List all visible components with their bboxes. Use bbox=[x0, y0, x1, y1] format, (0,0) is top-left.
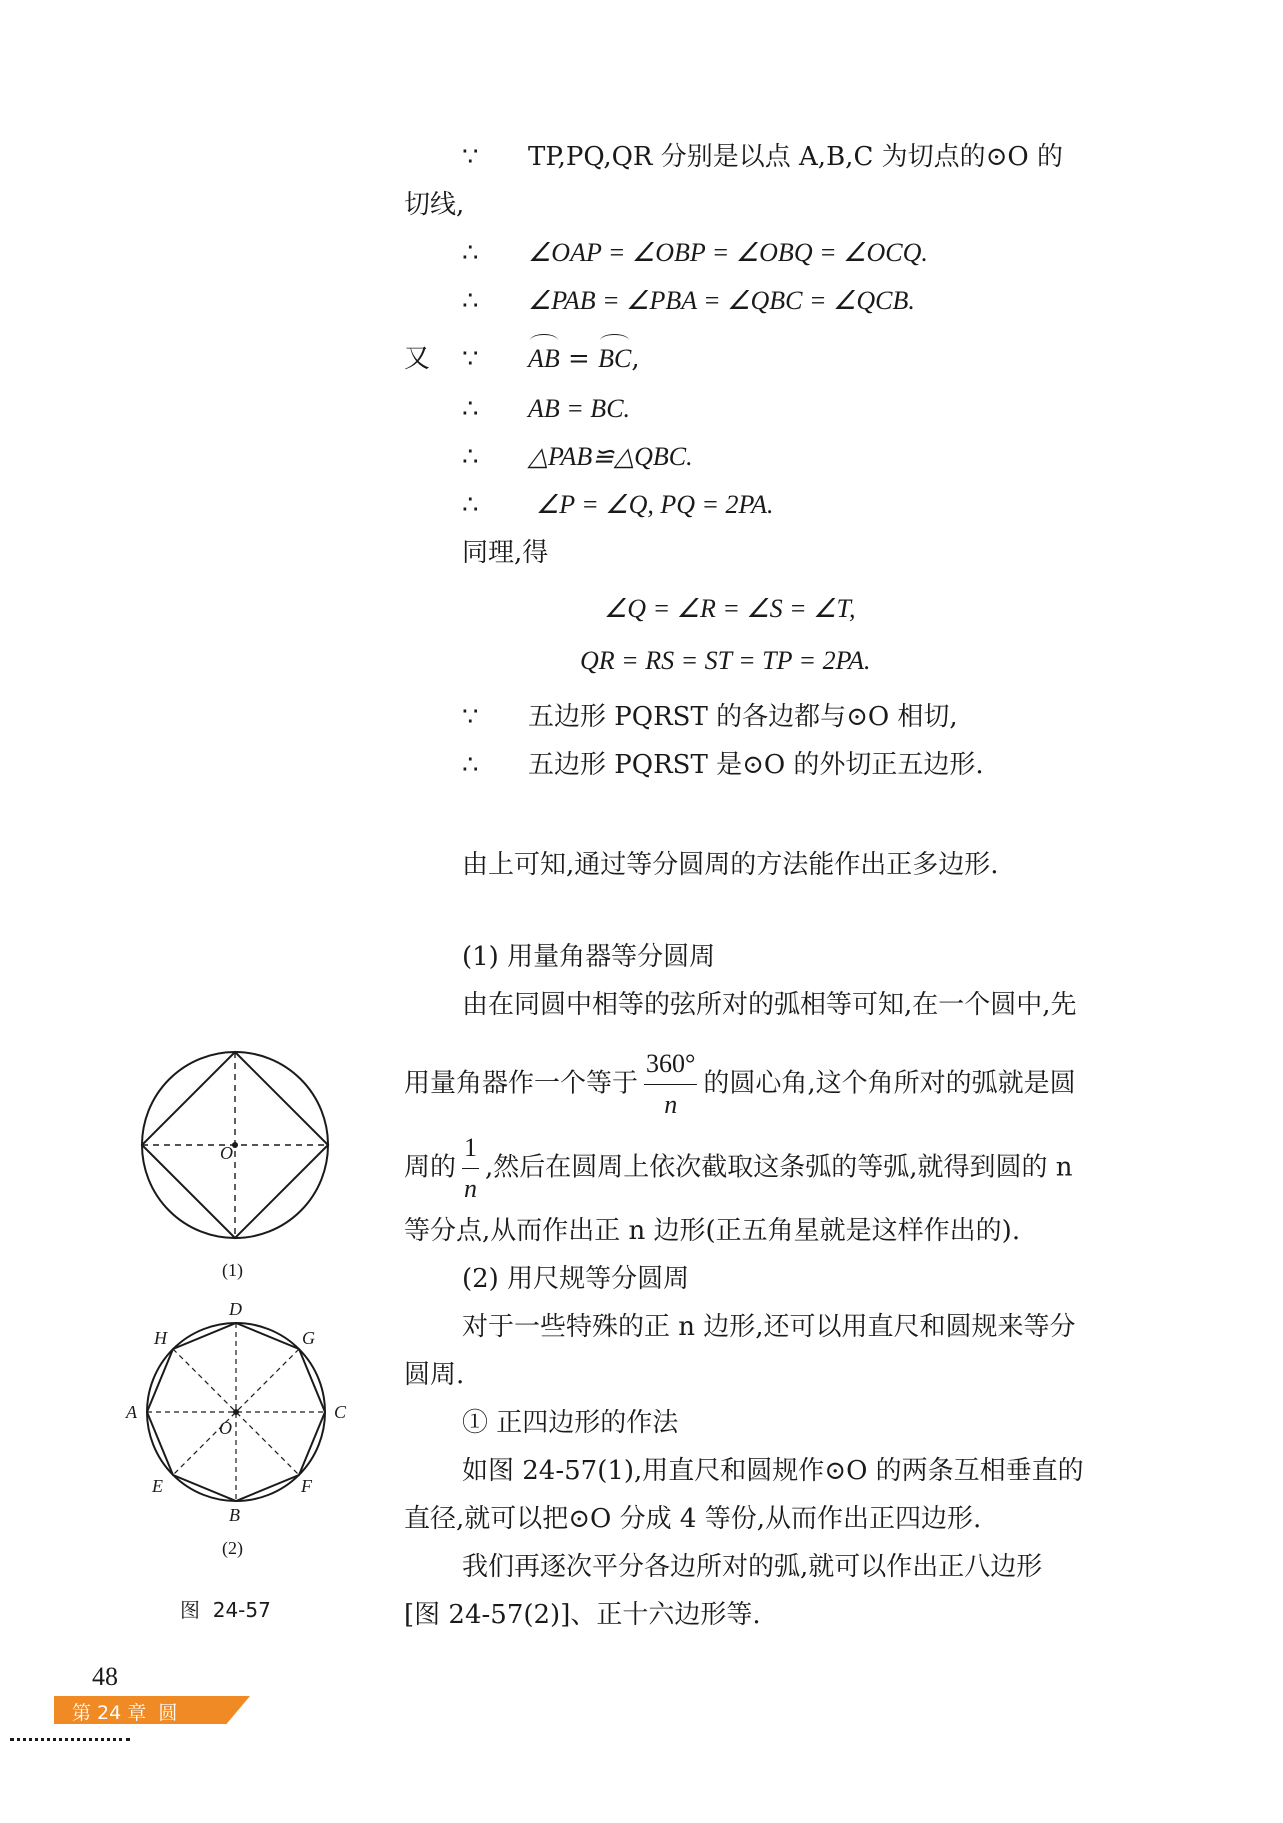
arc-ab: AB bbox=[528, 342, 560, 376]
section-1-para-line-1: 由在同圆中相等的弦所对的弧相等可知,在一个圆中,先 bbox=[462, 990, 1077, 1020]
subsection-1-para-line-3: 我们再逐次平分各边所对的弧,就可以作出正八边形 bbox=[462, 1552, 1043, 1582]
fig1-center-label: O bbox=[220, 1143, 233, 1163]
therefore-symbol: ∴ bbox=[462, 238, 479, 268]
subsection-1-para-line-2: 直径,就可以把⊙O 分成 4 等份,从而作出正四边形. bbox=[404, 1504, 982, 1534]
proof-line-6 bbox=[462, 440, 693, 474]
similarly-line: 同理,得 bbox=[462, 538, 549, 568]
therefore-symbol: ∴ bbox=[462, 490, 479, 520]
section-1-title: (1) 用量角器等分圆周 bbox=[462, 942, 716, 972]
point-label-c: C bbox=[334, 1402, 347, 1422]
proof-line-4 bbox=[404, 342, 640, 376]
subsection-1-para-line-1: 如图 24-57(1),用直尺和圆规作⊙O 的两条互相垂直的 bbox=[462, 1456, 1084, 1486]
section-2-title: (2) 用尺规等分圆周 bbox=[462, 1264, 690, 1294]
fraction-denominator: n bbox=[464, 1174, 478, 1203]
text-segment: 的圆心角,这个角所对的弧就是圆 bbox=[703, 1068, 1076, 1099]
chapter-tab bbox=[54, 1696, 250, 1724]
therefore-symbol: ∴ bbox=[462, 394, 479, 424]
since-symbol: ∵ bbox=[462, 344, 479, 374]
proof-text-7: ∠P = ∠Q, PQ = 2PA. bbox=[536, 490, 774, 519]
text-segment: ,然后在圆周上依次截取这条弧的等弧,就得到圆的 n bbox=[485, 1152, 1073, 1183]
section-1-para-line-4: 等分点,从而作出正 n 边形(正五角星就是这样作出的). bbox=[404, 1216, 1021, 1246]
fig1-caption: (1) bbox=[222, 1260, 243, 1280]
subsection-1-para-line-4: [图 24-57(2)]、正十六边形等. bbox=[404, 1600, 761, 1630]
section-1-para-line-3 bbox=[404, 1128, 1073, 1209]
summary-paragraph: 由上可知,通过等分圆周的方法能作出正多边形. bbox=[462, 850, 999, 880]
proof-line-5 bbox=[462, 392, 630, 426]
section-1-para-line-2 bbox=[404, 1044, 1076, 1125]
proof-line-1 bbox=[462, 140, 1063, 174]
therefore-symbol: ∴ bbox=[462, 286, 479, 316]
equation-1: ∠Q = ∠R = ∠S = ∠T, bbox=[604, 594, 856, 623]
fraction-numerator: 360° bbox=[644, 1044, 697, 1085]
point-label-f: F bbox=[301, 1476, 312, 1496]
chapter-label: 第 24 章 圆 bbox=[72, 1702, 178, 1724]
arc-bc: BC bbox=[598, 342, 631, 376]
point-label-e: E bbox=[152, 1476, 163, 1496]
therefore-symbol: ∴ bbox=[462, 750, 479, 780]
point-label-g: G bbox=[302, 1328, 315, 1348]
again-word: 又 bbox=[404, 344, 431, 374]
proof-text-6: △PAB≌△QBC. bbox=[528, 442, 693, 471]
equation-2: QR = RS = ST = TP = 2PA. bbox=[580, 646, 871, 675]
point-label-a: A bbox=[126, 1402, 137, 1422]
figure-1-square-in-circle bbox=[130, 1040, 340, 1250]
page-number: 48 bbox=[92, 1662, 118, 1691]
text-segment: 用量角器作一个等于 bbox=[404, 1068, 639, 1099]
text-segment: 周的 bbox=[404, 1152, 457, 1183]
fig2-caption: (2) bbox=[222, 1538, 243, 1558]
equals: = bbox=[559, 344, 599, 374]
fig2-center-label: O bbox=[219, 1418, 232, 1438]
fraction-denominator: n bbox=[664, 1090, 678, 1119]
fraction-1-over-n bbox=[462, 1128, 479, 1209]
proof-line-1-cont: 切线, bbox=[404, 190, 465, 220]
proof-text-9: 五边形 PQRST 是⊙O 的外切正五边形. bbox=[528, 750, 984, 780]
point-label-b: B bbox=[229, 1505, 240, 1525]
subsection-1-title: ① 正四边形的作法 bbox=[462, 1408, 679, 1438]
proof-line-3 bbox=[462, 284, 915, 318]
point-label-h: H bbox=[154, 1328, 167, 1348]
proof-line-9 bbox=[462, 748, 984, 782]
proof-line-7 bbox=[462, 488, 773, 522]
since-symbol: ∵ bbox=[462, 702, 479, 732]
fraction-numerator: 1 bbox=[462, 1128, 479, 1169]
proof-text-8: 五边形 PQRST 的各边都与⊙O 相切, bbox=[528, 702, 958, 732]
footer-dotted-rule bbox=[10, 1738, 130, 1741]
since-symbol: ∵ bbox=[462, 142, 479, 172]
proof-line-2 bbox=[462, 236, 928, 270]
comma: , bbox=[631, 344, 640, 374]
figure-caption: 图 24-57 bbox=[180, 1598, 271, 1622]
section-2-para-line-1: 对于一些特殊的正 n 边形,还可以用直尺和圆规来等分 bbox=[462, 1312, 1076, 1342]
section-2-para-line-2: 圆周. bbox=[404, 1360, 465, 1390]
proof-text-5: AB = BC. bbox=[528, 394, 631, 423]
proof-text-1: TP,PQ,QR 分别是以点 A,B,C 为切点的⊙O 的 bbox=[528, 142, 1063, 172]
fraction-360-over-n bbox=[644, 1044, 697, 1125]
proof-text-2: ∠OAP = ∠OBP = ∠OBQ = ∠OCQ. bbox=[528, 238, 928, 267]
point-label-d: D bbox=[229, 1299, 242, 1319]
center-point bbox=[233, 1409, 239, 1415]
therefore-symbol: ∴ bbox=[462, 442, 479, 472]
proof-text-3: ∠PAB = ∠PBA = ∠QBC = ∠QCB. bbox=[528, 286, 915, 315]
proof-line-8 bbox=[462, 700, 958, 734]
